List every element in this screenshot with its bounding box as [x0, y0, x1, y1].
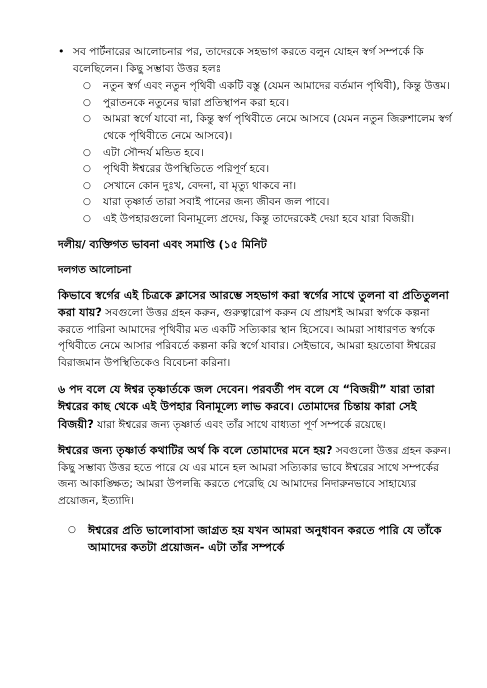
answer-item: ○ পুরাতনকে নতুনের দ্বারা প্রতিস্থাপন করা হবে।: [73, 95, 453, 112]
answer-text: যারা ঈশ্বরের জন্য তৃষ্ণার্ত এবং তাঁর সাথে বাধ্যতা পূর্ণ সম্পর্কে রয়েছে।: [93, 418, 386, 431]
question-text: ঈশ্বরের জন্য তৃষ্ণার্ত কথাটির অর্থ কি বলে তোমাদের মনে হয়?: [58, 444, 333, 458]
question-text: কিভাবে স্বর্গের এই চিত্রকে ক্লাসের আরম্ভে সহভাগ করা স্বর্গের সাথে তুলনা বা প্রতিতুলনা করা যায়?: [58, 288, 449, 320]
answer-text: সবগুলো উত্তর গ্রহন করুন। কিছু সম্ভাব্য উত্তর হতে পারে যে এর মানে হল আমরা সত্যিকার ভাবে ঈশ্বরের সাথে সম্পর্কের জন্য আকাঙ্ক্ষিত; আমরা উপলব্ধি করতে পেরেছি যে আমাদের নিদারুনভাবে সাহায্যের প্রয়োজন, ইত্যাদি।: [58, 445, 451, 508]
section-heading: দলীয়/ ব্যক্তিগত ভাবনা এবং সমাপ্তি (১৫ মিনিট: [58, 237, 267, 251]
answer-item: ○ যারা তৃষ্ণার্ত তারা সবাই পানের জন্য জীবন জল পাবে।: [73, 194, 453, 211]
answer-item: ○ পৃথিবী ঈশ্বরের উপস্থিতিতে পরিপূর্ণ হবে।: [73, 161, 453, 178]
final-point-list: [58, 522, 453, 556]
intro-list: [58, 44, 453, 228]
answer-item: ○ নতুন স্বর্গ এবং নতুন পৃথিবী একটি বস্তু (যেমন আমাদের বর্তমান পৃথিবী), কিন্তু উত্তম।: [73, 78, 453, 95]
answer-item: ○ এটা সৌন্দর্য মন্ডিত হবে।: [73, 145, 453, 162]
intro-bullet: [58, 44, 453, 228]
question-text: ৬ পদ বলে যে ঈশ্বর তৃষ্ণার্তকে জল দেবেন। পরবর্তী পদ বলে যে “বিজয়ী” যারা তারা ঈশ্বরের কাছ থেকে এই উপহার বিনামূল্যে লাভ করবে। তোমাদের চিন্তায় কারা সেই বিজয়ী?: [58, 382, 435, 431]
answer-item: ○ সেখানে কোন দুঃখ, বেদনা, বা মৃত্যু থাকবে না।: [73, 178, 453, 195]
subheading: দলগত আলোচনা: [58, 263, 132, 276]
final-point: [58, 522, 453, 556]
discussion-question-1: [58, 287, 453, 372]
final-point-item: ○ ঈশ্বরের প্রতি ভালোবাসা জাগ্রত হয় যখন আমরা অনুধাবন করতে পারি যে তাঁকে আমাদের কতটা প্রয়োজন- এটা তাঁর সম্পর্কে: [58, 522, 453, 556]
answer-item: ○ এই উপহারগুলো বিনামূল্যে প্রদেয়, কিন্তু তাদেরকেই দেয়া হবে যারা বিজয়ী।: [73, 211, 453, 228]
discussion-question-2: [58, 381, 453, 434]
answer-text: সবগুলো উত্তর গ্রহন করুন, গুরুত্বারোপ করুন যে প্রায়শই আমরা স্বর্গকে কল্পনা করতে পারিনা আমাদের পৃথিবীর মত একটি সত্যিকার স্থান হিসেবে। আমরা সাধারণত স্বর্গকে পৃথিবীতে নেমে আসার পরিবর্তে কল্পনা করি স্বর্গে যাবার। সেইভাবে, আমরা হয়তোবা ঈশ্বরের বিরাজমান উপস্থিতিকেও বিবেচনা করিনা।: [58, 307, 436, 369]
answer-item: ○ আমরা স্বর্গে যাবো না, কিন্তু স্বর্গ পৃথিবীতে নেমে আসবে (যেমন নতুন জিরুশালেম স্বর্গ থেকে পৃথিবীতে নেমে আসবে)।: [73, 111, 453, 144]
discussion-question-3: [58, 442, 453, 509]
intro-bullet-text: সব পার্টনারের আলোচনার পর, তাদেরকে সহভাগ করতে বলুন যোহন স্বর্গ সম্পর্কে কি বলেছিলেন। কিছু সম্ভাব্য উত্তর হলঃ: [73, 46, 424, 75]
answers-list: [73, 78, 453, 227]
